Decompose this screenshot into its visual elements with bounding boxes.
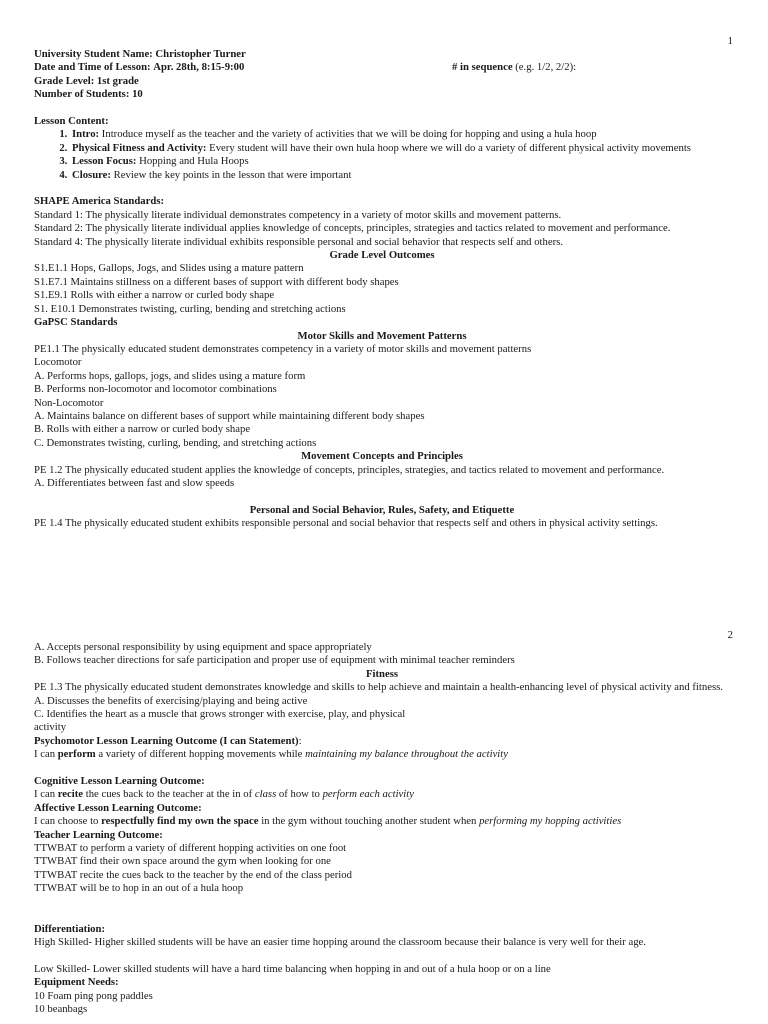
grade-outcome: S1.E7.1 Maintains stillness on a different bases of support with different body shapes: [34, 275, 399, 288]
statement-emphasis: class: [254, 788, 277, 801]
psychomotor-title-line: [34, 735, 730, 748]
page-number: 1: [727, 35, 733, 47]
pe12-text: PE 1.2 The physically educated student applies the knowledge of concepts, principles, strategies, and tactics related to movement and performance.: [34, 463, 665, 476]
student-name-label: University Student Name:: [34, 48, 153, 60]
grade-label: Grade Level:: [34, 74, 95, 87]
equipment-title: Equipment Needs:: [34, 976, 119, 989]
student-name-line: [34, 48, 730, 61]
pe14-item: B. Follows teacher directions for safe participation and proper use of equipment with minimal teacher reminders: [34, 654, 515, 667]
lesson-item-intro: [70, 128, 730, 141]
sequence-field: [452, 61, 576, 74]
lesson-item-text: Every student will have their own hula hoop where we will do a variety of different physical activity movements: [209, 141, 691, 154]
differentiation-low: Low Skilled- Lower skilled students will have a hard time balancing when hopping in and out of a hula hoop or on a line: [34, 962, 551, 975]
grade-outcome: S1.E1.1 Hops, Gallops, Jogs, and Slides using a mature pattern: [34, 262, 304, 275]
statement-emphasis: performing my hopping activities: [479, 815, 622, 828]
cognitive-statement: [34, 788, 730, 801]
page-1-content: [34, 48, 730, 531]
lesson-item-label: Physical Fitness and Activity:: [72, 141, 207, 154]
page-2: [0, 626, 768, 1024]
statement-text: I can: [34, 748, 58, 761]
cognitive-title: Cognitive Lesson Learning Outcome:: [34, 775, 205, 788]
student-count: 10: [132, 88, 143, 101]
lesson-content-title: Lesson Content:: [34, 115, 109, 128]
affective-statement: [34, 815, 730, 828]
statement-verb: perform: [57, 748, 96, 761]
teacher-outcome-item: TTWBAT will be to hop in an out of a hula hoop: [34, 882, 244, 895]
motor-skills-title: Motor Skills and Movement Patterns: [297, 329, 467, 342]
statement-emphasis: maintaining my balance throughout the activity: [305, 748, 508, 761]
lesson-date: Apr. 28th, 8:15-9:00: [153, 61, 245, 74]
lesson-item-label: Lesson Focus:: [72, 155, 137, 168]
teacher-outcome-item: TTWBAT find their own space around the gym when looking for one: [34, 855, 331, 868]
lesson-item-fitness: [70, 142, 730, 155]
statement-text: I can choose to: [34, 815, 102, 828]
lesson-item-text: Review the key points in the lesson that were important: [113, 168, 352, 181]
fitness-title: Fitness: [365, 667, 399, 680]
nonlocomotor-item: A. Maintains balance on different bases of support while maintaining different body shapes: [34, 409, 425, 422]
shape-standard: Standard 1: The physically literate individual demonstrates competency in a variety of motor skills and movement patterns.: [34, 208, 562, 221]
equipment-item: 10 Foam ping pong paddles: [34, 989, 153, 1002]
nonlocomotor-label: Non-Locomotor: [34, 396, 104, 409]
page-2-content: [34, 641, 730, 1016]
lesson-item-text: Hopping and Hula Hoops: [139, 155, 249, 168]
date-label: Date and Time of Lesson:: [34, 61, 151, 74]
students-label: Number of Students:: [34, 88, 130, 101]
grade-outcomes-title: Grade Level Outcomes: [329, 249, 435, 262]
shape-standard: Standard 4: The physically literate individual exhibits responsible personal and social behavior that respects self and others.: [34, 235, 563, 248]
pe12-item: A. Differentiates between fast and slow speeds: [34, 476, 235, 489]
student-name: Christopher Turner: [155, 48, 246, 60]
locomotor-item: A. Performs hops, gallops, jogs, and slides using a mature form: [34, 369, 306, 382]
locomotor-item: B. Performs non-locomotor and locomotor combinations: [34, 383, 277, 396]
psychomotor-title: Psychomotor Lesson Learning Outcome (I can Statement): [34, 734, 299, 747]
pe11-text: PE1.1 The physically educated student demonstrates competency in a variety of motor skills and movement patterns: [34, 342, 532, 355]
teacher-outcome-item: TTWBAT recite the cues back to the teacher by the end of the class period: [34, 868, 352, 881]
psychomotor-statement: [34, 748, 730, 761]
equipment-item: 10 beanbags: [34, 1002, 88, 1015]
lesson-item-focus: [70, 155, 730, 168]
date-line: [34, 61, 730, 74]
statement-text: in the gym without touching another student when: [258, 815, 480, 828]
personal-social-title: Personal and Social Behavior, Rules, Safety, and Etiquette: [249, 503, 515, 516]
lesson-item-label: Intro:: [72, 128, 100, 141]
students-line: [34, 88, 730, 101]
grade-line: [34, 75, 730, 88]
lesson-content-list: [34, 128, 730, 182]
pe14-item: A. Accepts personal responsibility by using equipment and space appropriately: [34, 641, 372, 653]
lesson-item-label: Closure:: [72, 168, 111, 181]
differentiation-title: Differentiation:: [34, 922, 106, 935]
statement-verb: recite: [57, 788, 84, 801]
sequence-example: (e.g. 1/2, 2/2):: [515, 61, 577, 74]
statement-text: a variety of different hopping movements while: [95, 748, 306, 761]
lesson-item-text: Introduce myself as the teacher and the variety of activities that we will be doing for hopping and using a hula hoop: [101, 128, 597, 141]
teacher-outcome-title: Teacher Learning Outcome:: [34, 828, 163, 841]
pe14-text: PE 1.4 The physically educated student exhibits responsible personal and social behavior that respects self and others in physical activity settings.: [34, 517, 658, 530]
pe13-text: PE 1.3 The physically educated student demonstrates knowledge and skills to help achieve and maintain a health-enhancing level of physical activity and fitness.: [34, 681, 723, 694]
teacher-outcome-item: TTWBAT to perform a variety of different hopping activities on one foot: [34, 842, 347, 855]
statement-verb: respectfully find my own the space: [101, 815, 259, 828]
shape-standard: Standard 2: The physically literate individual applies knowledge of concepts, principles, strategies and tactics related to movement and performance.: [34, 222, 671, 235]
fitness-item-cont: activity: [34, 721, 67, 734]
nonlocomotor-item: B. Rolls with either a narrow or curled body shape: [34, 423, 251, 436]
statement-text: the cues back to the teacher at the in of: [83, 788, 255, 801]
page-number: 2: [727, 629, 733, 641]
movement-concepts-title: Movement Concepts and Principles: [301, 450, 463, 463]
grade-outcome: S1.E9.1 Rolls with either a narrow or curled body shape: [34, 289, 275, 302]
affective-title: Affective Lesson Learning Outcome:: [34, 801, 202, 814]
statement-text: I can: [34, 788, 58, 801]
fitness-item: A. Discusses the benefits of exercising/playing and being active: [34, 694, 308, 707]
locomotor-label: Locomotor: [34, 356, 82, 369]
psychomotor-colon: :: [298, 734, 302, 747]
fitness-item: C. Identifies the heart as a muscle that grows stronger with exercise, play, and physical: [34, 708, 406, 721]
grade-level: 1st grade: [96, 74, 139, 87]
lesson-item-closure: [70, 169, 730, 182]
grade-outcome: S1. E10.1 Demonstrates twisting, curling, bending and stretching actions: [34, 302, 346, 315]
sequence-label: # in sequence: [452, 61, 513, 74]
shape-title: SHAPE America Standards:: [34, 195, 165, 208]
statement-emphasis: perform each activity: [322, 788, 414, 801]
statement-text: of how to: [276, 788, 323, 801]
differentiation-high: High Skilled- Higher skilled students will be have an easier time hopping around the classroom because their balance is very well for their age.: [34, 935, 646, 948]
gapsc-title: GaPSC Standards: [34, 316, 118, 329]
nonlocomotor-item: C. Demonstrates twisting, curling, bending, and stretching actions: [34, 436, 317, 449]
